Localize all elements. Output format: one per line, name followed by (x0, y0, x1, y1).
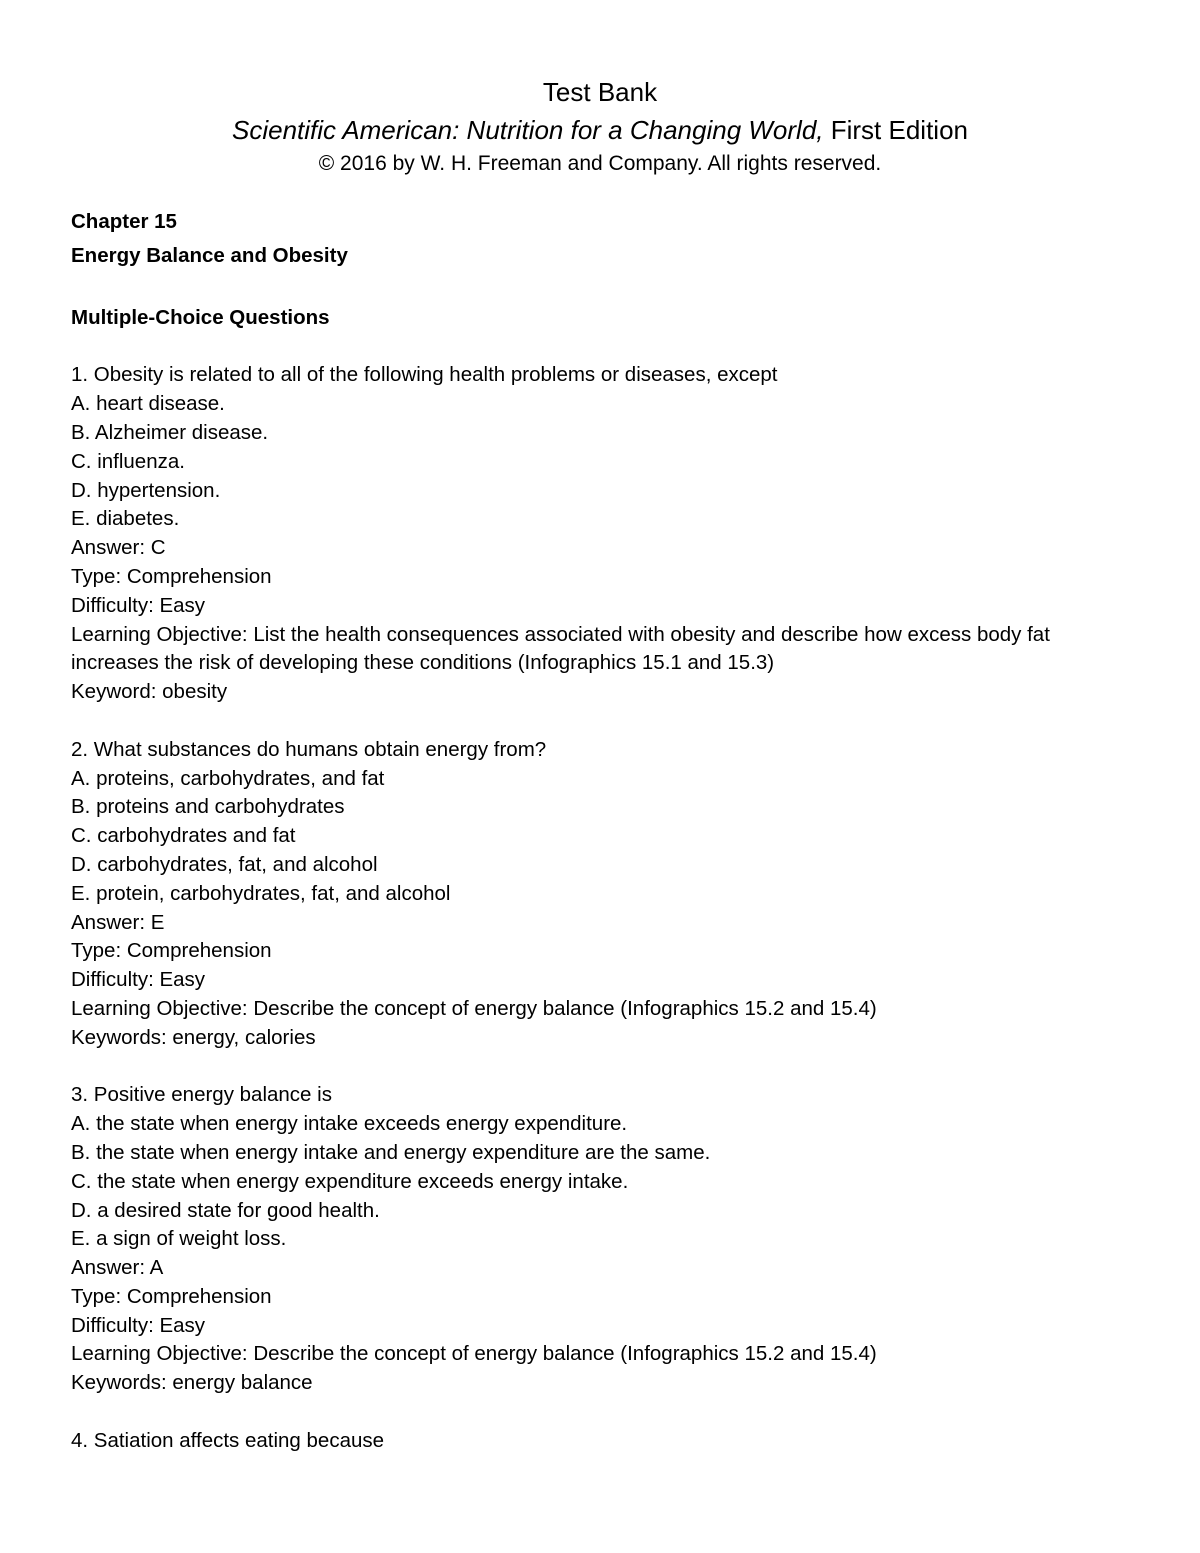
keywords: Keyword: obesity (71, 680, 228, 704)
question-4 (71, 1427, 1131, 1456)
question-difficulty: Difficulty: Easy (71, 593, 206, 617)
answer-option: A. proteins, carbohydrates, and fat (71, 766, 385, 790)
answer-option: D. carbohydrates, fat, and alcohol (71, 852, 378, 876)
question-difficulty: Difficulty: Easy (71, 968, 206, 992)
answer-option: C. influenza. (71, 449, 185, 473)
chapter-name: Energy Balance and Obesity (71, 243, 348, 267)
answer-key: Answer: E (71, 910, 165, 934)
answer-option: E. protein, carbohydrates, fat, and alcohol (71, 881, 451, 905)
book-edition: First Edition (823, 115, 968, 145)
question-type: Type: Comprehension (71, 939, 272, 963)
answer-key: Answer: C (71, 536, 166, 560)
learning-objective: Learning Objective: Describe the concept of energy balance (Infographics 15.2 and 15.4) (71, 996, 877, 1020)
answer-option: E. diabetes. (71, 507, 180, 531)
question-3 (71, 1081, 1131, 1398)
answer-option: D. hypertension. (71, 478, 221, 502)
test-bank-title: Test Bank (542, 77, 658, 107)
question-difficulty: Difficulty: Easy (71, 1313, 206, 1337)
keywords: Keywords: energy balance (71, 1371, 313, 1395)
answer-option: C. carbohydrates and fat (71, 824, 296, 848)
book-title (0, 114, 1200, 146)
question-stem: 4. Satiation affects eating because (71, 1428, 385, 1452)
answer-option: D. a desired state for good health. (71, 1198, 380, 1222)
section-title: Multiple-Choice Questions (71, 305, 330, 329)
learning-objective: Learning Objective: Describe the concept of energy balance (Infographics 15.2 and 15.4) (71, 1342, 877, 1366)
keywords: Keywords: energy, calories (71, 1025, 316, 1049)
answer-option: E. a sign of weight loss. (71, 1227, 287, 1251)
answer-option: A. heart disease. (71, 392, 225, 416)
question-stem: 1. Obesity is related to all of the following health problems or diseases, except (71, 363, 778, 387)
learning-objective: Learning Objective: List the health consequences associated with obesity and describe how excess body fat increases the risk of developing these conditions (Infographics 15.1 and 15.3) (71, 622, 1050, 675)
copyright-notice: © 2016 by W. H. Freeman and Company. All rights reserved. (318, 152, 882, 175)
answer-option: B. the state when energy intake and energy expenditure are the same. (71, 1140, 711, 1164)
answer-option: B. proteins and carbohydrates (71, 795, 345, 819)
question-stem: 2. What substances do humans obtain energy from? (71, 737, 547, 761)
question-1 (71, 361, 1131, 707)
question-2 (71, 736, 1131, 1053)
answer-option: B. Alzheimer disease. (71, 420, 269, 444)
chapter-number: Chapter 15 (71, 210, 177, 233)
question-type: Type: Comprehension (71, 1284, 272, 1308)
question-type: Type: Comprehension (71, 564, 272, 588)
document-body (71, 208, 1131, 1456)
answer-key: Answer: A (71, 1256, 164, 1280)
answer-option: A. the state when energy intake exceeds energy expenditure. (71, 1112, 628, 1136)
question-stem: 3. Positive energy balance is (71, 1083, 332, 1107)
answer-option: C. the state when energy expenditure exceeds energy intake. (71, 1169, 629, 1193)
book-title-italic: Scientific American: Nutrition for a Changing World, (232, 115, 824, 145)
